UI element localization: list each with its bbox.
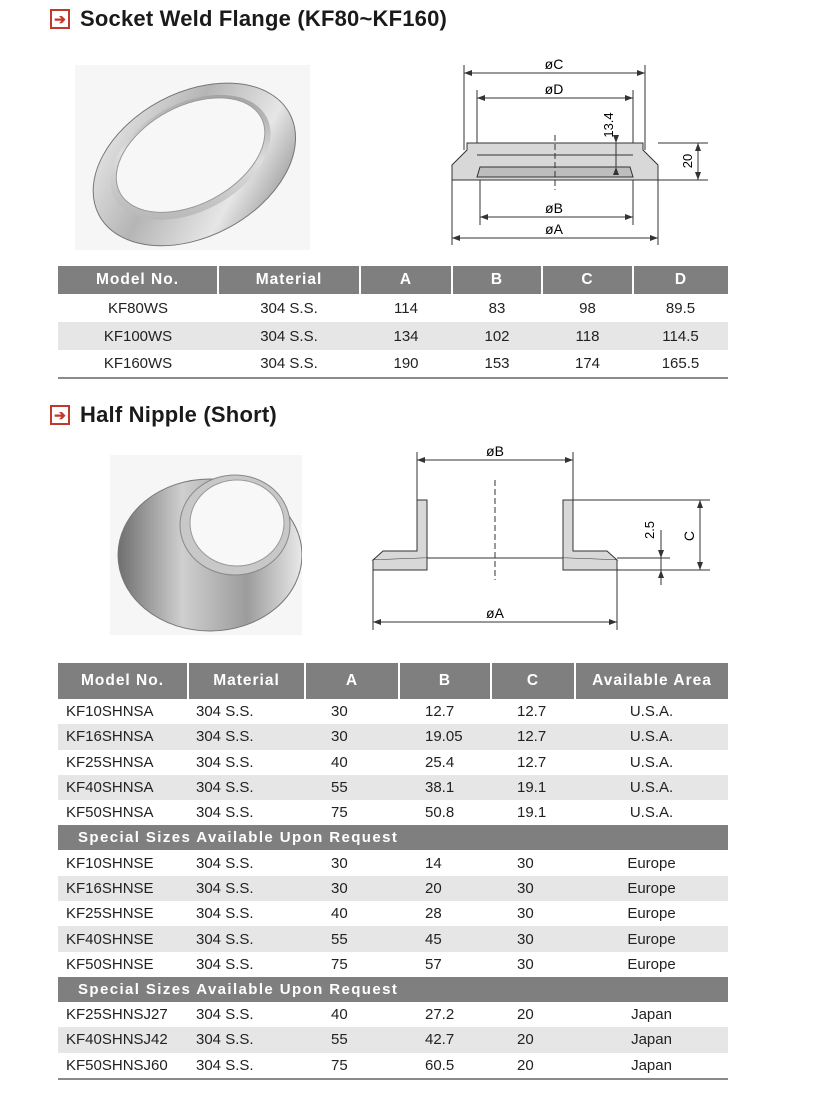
col-header-a: A: [360, 266, 452, 294]
socket-weld-flange-photo: [75, 65, 310, 250]
table-row: [58, 1027, 728, 1052]
cell: 165.5: [633, 350, 728, 378]
cell: 114.5: [633, 322, 728, 350]
cell-c: 12.7: [517, 753, 547, 771]
section-title-socket-weld-flange: [50, 6, 447, 32]
cell-c: 20: [517, 1006, 534, 1024]
cell-area: Europe: [575, 876, 728, 901]
dim-label-oc: øC: [544, 56, 564, 72]
cell-material: 304 S.S.: [188, 724, 305, 749]
cell-c: 30: [517, 905, 534, 923]
col-header-available-area: Available Area: [575, 663, 728, 699]
arrow-box-icon: ➔: [50, 9, 70, 29]
cell-area: Japan: [575, 1053, 728, 1079]
cell: 304 S.S.: [218, 322, 360, 350]
cell: 190: [360, 350, 452, 378]
cell-material: 304 S.S.: [196, 1006, 254, 1024]
dim-label-20: 20: [680, 153, 695, 169]
half-nipple-diagram: [365, 440, 715, 635]
cell-c: 20: [491, 1027, 575, 1052]
cell-area: U.S.A.: [629, 753, 674, 771]
col-header-model: Model No.: [58, 266, 218, 294]
cell-a: 55: [305, 926, 399, 951]
special-sizes-heading: Special Sizes Available Upon Request: [58, 977, 728, 1002]
cell: 304 S.S.: [218, 350, 360, 378]
cell-a: 75: [305, 1053, 399, 1079]
cell-a: 75: [331, 804, 348, 822]
col-header-model: Model No.: [58, 663, 188, 699]
cell-a: 40: [331, 1006, 348, 1024]
cell: 153: [452, 350, 542, 378]
cell: KF100WS: [58, 322, 218, 350]
table-row: [58, 800, 728, 825]
special-sizes-row: [58, 977, 728, 1002]
cell-b: 12.7: [425, 703, 455, 721]
cell: 98: [579, 299, 596, 317]
cell: 83: [488, 299, 506, 317]
cell-b: 57: [425, 955, 442, 973]
cell-b: 25.4: [425, 753, 455, 771]
cell-area: U.S.A.: [629, 804, 674, 822]
cell-a: 30: [331, 703, 348, 721]
cell-model: KF50SHNSA: [66, 804, 154, 822]
special-sizes-heading: Special Sizes Available Upon Request: [58, 825, 728, 850]
half-nipple-photo: [110, 455, 302, 635]
cell-b: 60.5: [399, 1053, 491, 1079]
cell-b: 45: [399, 926, 491, 951]
table-row: [58, 322, 728, 350]
col-header-b: B: [452, 266, 542, 294]
cell-model: KF50SHNSJ60: [58, 1053, 188, 1079]
cell-model: KF25SHNSE: [66, 905, 154, 923]
cell: 304 S.S.: [260, 299, 318, 317]
cell-material: 304 S.S.: [196, 854, 254, 872]
cell-material: 304 S.S.: [188, 775, 305, 800]
dim-label-ob: øB: [545, 200, 563, 216]
cell-b: 27.2: [425, 1006, 455, 1024]
section-title-text: Socket Weld Flange (KF80~KF160): [80, 6, 448, 31]
cell-area: Europe: [627, 905, 676, 923]
col-header-c: C: [491, 663, 575, 699]
cell-material: 304 S.S.: [196, 753, 254, 771]
table-row: [58, 1002, 728, 1027]
col-header-material: Material: [188, 663, 305, 699]
cell-model: KF10SHNSA: [66, 703, 154, 721]
cell-area: Europe: [575, 926, 728, 951]
cell-b: 42.7: [399, 1027, 491, 1052]
cell-model: KF40SHNSJ42: [58, 1027, 188, 1052]
table-row: [58, 724, 728, 749]
cell-material: 304 S.S.: [196, 703, 254, 721]
table-row: [58, 775, 728, 800]
cell: 118: [542, 322, 633, 350]
dim-label-c: C: [681, 530, 697, 542]
cell-material: 304 S.S.: [188, 1027, 305, 1052]
cell-c: 12.7: [491, 724, 575, 749]
cell-model: KF16SHNSA: [58, 724, 188, 749]
cell-a: 30: [331, 854, 348, 872]
cell-c: 20: [491, 1053, 575, 1079]
table-row: [58, 952, 728, 977]
table-row: [58, 901, 728, 926]
col-header-d: D: [633, 266, 728, 294]
cell-b: 28: [425, 905, 442, 923]
table-row: [58, 926, 728, 951]
cell-model: KF40SHNSA: [58, 775, 188, 800]
col-header-c: C: [542, 266, 633, 294]
cell: 174: [542, 350, 633, 378]
cell-material: 304 S.S.: [188, 876, 305, 901]
cell-b: 14: [425, 854, 442, 872]
cell-b: 38.1: [399, 775, 491, 800]
cell-a: 30: [305, 876, 399, 901]
cell-area: Japan: [631, 1006, 672, 1024]
cell-c: 12.7: [517, 703, 547, 721]
cell: 114: [394, 299, 418, 317]
cell-a: 40: [331, 753, 348, 771]
cell-a: 55: [305, 775, 399, 800]
table-header-row: [58, 663, 728, 699]
arrow-box-icon: ➔: [50, 405, 70, 425]
section-title-half-nipple: [50, 402, 277, 428]
cell: 134: [360, 322, 452, 350]
cell-model: KF40SHNSE: [58, 926, 188, 951]
dim-label-od: øD: [544, 81, 564, 97]
cell-model: KF50SHNSE: [66, 955, 154, 973]
col-header-b: B: [399, 663, 491, 699]
cell-b: 19.05: [399, 724, 491, 749]
cell-model: KF25SHNSJ27: [66, 1006, 168, 1024]
section-title-text: Half Nipple (Short): [80, 402, 277, 427]
cell-a: 55: [305, 1027, 399, 1052]
cell-material: 304 S.S.: [196, 905, 254, 923]
cell-a: 30: [305, 724, 399, 749]
cell-area: U.S.A.: [629, 703, 674, 721]
table-row: [58, 876, 728, 901]
cell: KF160WS: [58, 350, 218, 378]
cell-model: KF10SHNSE: [66, 854, 154, 872]
dim-label-2-5: 2.5: [642, 520, 657, 540]
cell-area: U.S.A.: [575, 775, 728, 800]
cell-material: 304 S.S.: [188, 926, 305, 951]
cell-c: 30: [491, 876, 575, 901]
half-nipple-table: [58, 663, 728, 1080]
cell-c: 30: [491, 926, 575, 951]
dim-label-oa: øA: [486, 605, 504, 621]
cell-area: Europe: [627, 955, 676, 973]
socket-weld-flange-table: [58, 266, 728, 379]
cell-a: 75: [331, 955, 348, 973]
cell-b: 20: [399, 876, 491, 901]
cell-c: 19.1: [491, 775, 575, 800]
col-header-material: Material: [218, 266, 360, 294]
cell-c: 30: [517, 955, 534, 973]
cell-area: Europe: [627, 854, 676, 872]
cell-area: U.S.A.: [575, 724, 728, 749]
cell-area: Japan: [575, 1027, 728, 1052]
table-row: [58, 699, 728, 724]
socket-weld-flange-diagram: [440, 55, 710, 250]
cell-material: 304 S.S.: [196, 804, 254, 822]
cell: KF80WS: [107, 299, 168, 317]
dim-label-ob: øB: [486, 443, 504, 459]
cell-model: KF16SHNSE: [58, 876, 188, 901]
table-row: [58, 850, 728, 875]
cell-a: 40: [331, 905, 348, 923]
dim-label-13-4: 13.4: [601, 112, 616, 138]
cell: 102: [452, 322, 542, 350]
table-row: [58, 350, 728, 378]
cell-c: 30: [517, 854, 534, 872]
cell-material: 304 S.S.: [188, 1053, 305, 1079]
cell: 89.5: [665, 299, 696, 317]
dim-label-oa: øA: [545, 221, 563, 237]
special-sizes-row: [58, 825, 728, 850]
table-row: [58, 750, 728, 775]
table-row: [58, 1053, 728, 1079]
cell-model: KF25SHNSA: [66, 753, 154, 771]
cell-material: 304 S.S.: [196, 955, 254, 973]
table-header-row: [58, 266, 728, 294]
table-row: [58, 294, 728, 322]
cell-b: 50.8: [425, 804, 455, 822]
cell-c: 19.1: [517, 804, 547, 822]
col-header-a: A: [305, 663, 399, 699]
